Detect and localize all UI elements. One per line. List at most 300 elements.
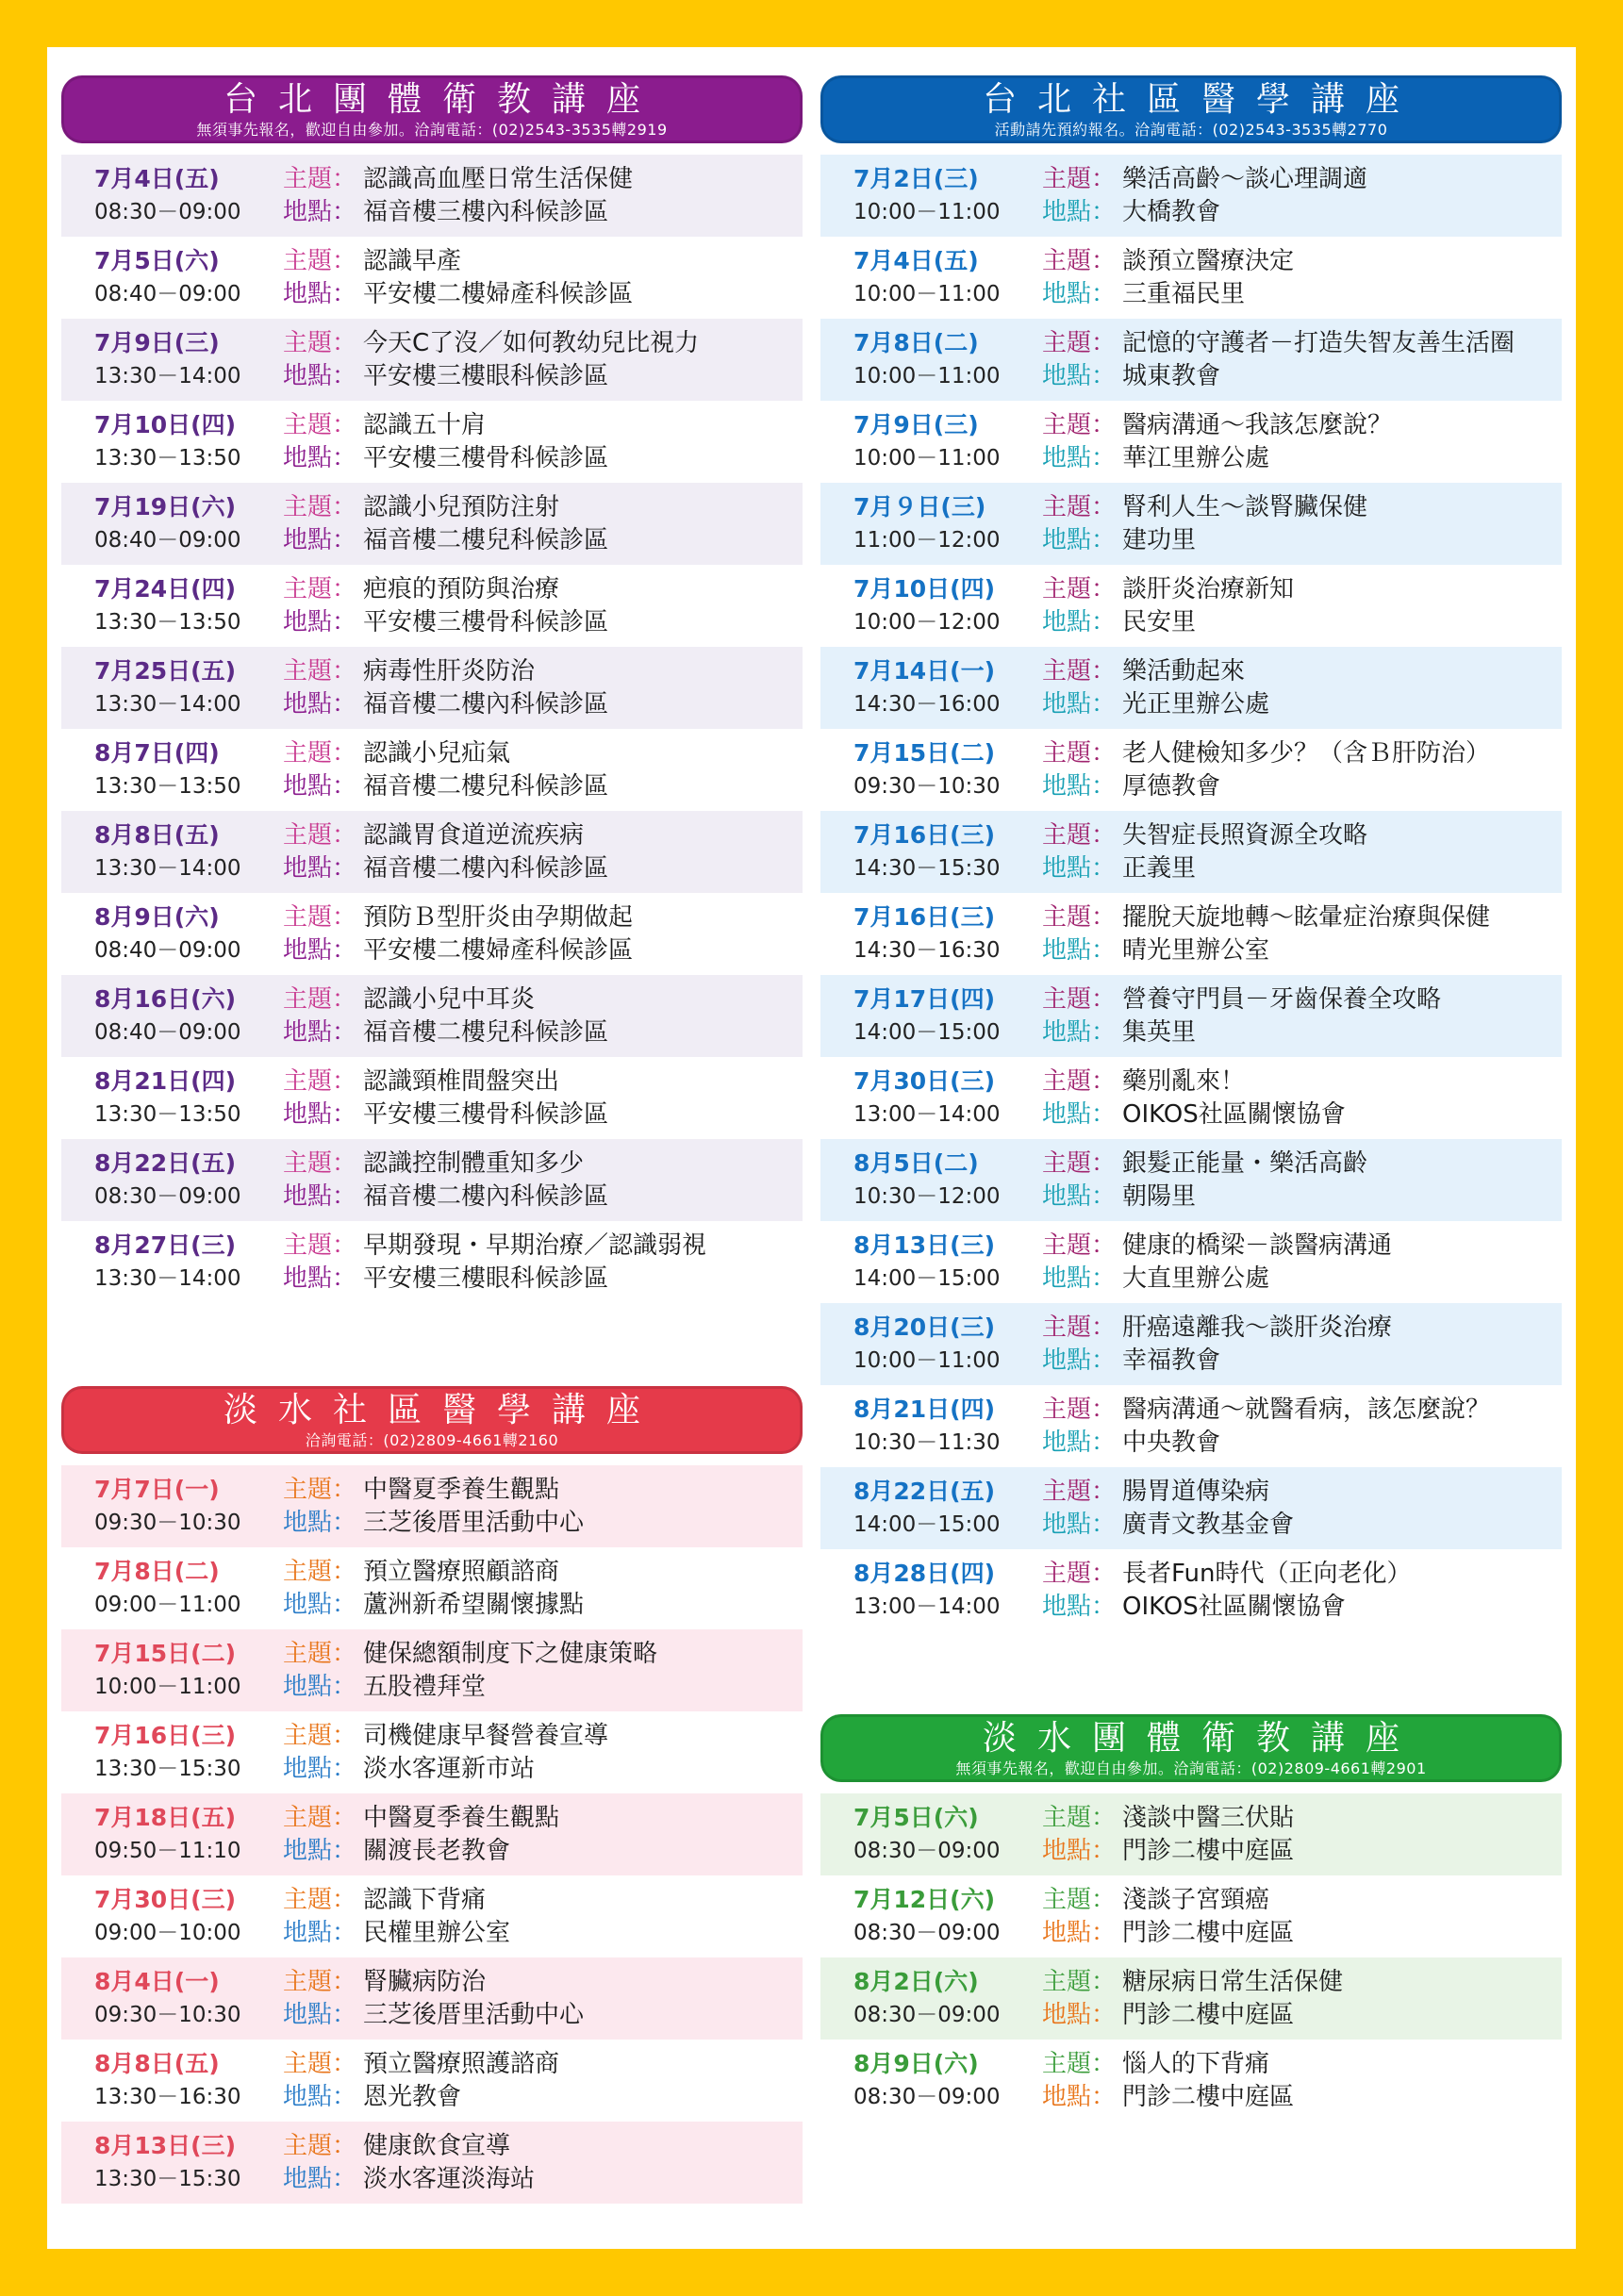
schedule-row	[820, 1957, 1562, 2040]
place-label: 地點：	[1042, 1593, 1117, 1621]
place-label: 地點：	[283, 2083, 357, 2111]
session-time: 08:30－09:00	[94, 1184, 241, 1209]
session-time: 08:30－09:00	[94, 200, 241, 224]
schedule-row	[61, 1957, 803, 2040]
session-place: 晴光里辦公室	[1122, 936, 1270, 965]
session-place: 福音樓二樓兒科候診區	[363, 526, 609, 554]
session-place: 民權里辦公室	[363, 1919, 511, 1947]
topic-label: 主題：	[1042, 329, 1117, 357]
place-label: 地點：	[283, 2001, 357, 2029]
session-time: 13:00－14:00	[853, 1102, 1001, 1127]
session-time: 14:00－15:00	[853, 1512, 1001, 1537]
session-date: 7月9日(三)	[94, 329, 220, 356]
session-time: 10:00－11:00	[853, 200, 1001, 224]
schedule-row	[61, 1547, 803, 1629]
session-time: 10:00－11:00	[853, 282, 1001, 306]
topic-label: 主題：	[283, 1067, 357, 1096]
topic-label: 主題：	[283, 493, 357, 521]
schedule-row	[61, 2040, 803, 2122]
session-place: 五股禮拜堂	[363, 1673, 487, 1701]
session-topic: 中醫夏季養生觀點	[363, 1804, 560, 1832]
session-date: 7月10日(四)	[94, 411, 237, 438]
place-label: 地點：	[1042, 854, 1117, 883]
schedule-row	[820, 893, 1562, 975]
session-place: OIKOS社區關懷協會	[1122, 1100, 1346, 1129]
session-time: 09:30－10:30	[853, 774, 1001, 799]
place-label: 地點：	[283, 772, 357, 801]
topic-label: 主題：	[1042, 1886, 1117, 1914]
session-topic: 肝癌遠離我～談肝炎治療	[1122, 1313, 1393, 1342]
session-place: 平安樓二樓婦產科候診區	[363, 936, 634, 965]
session-date: 7月10日(四)	[853, 575, 996, 603]
session-topic: 司機健康早餐營養宣導	[363, 1722, 609, 1750]
taipei-community-header	[820, 75, 1562, 143]
schedule-row	[61, 401, 803, 483]
session-place: 福音樓二樓兒科候診區	[363, 1018, 609, 1047]
place-label: 地點：	[283, 608, 357, 636]
topic-label: 主題：	[1042, 1804, 1117, 1832]
schedule-row	[820, 1057, 1562, 1139]
session-date: 8月8日(五)	[94, 2050, 220, 2077]
topic-label: 主題：	[1042, 165, 1117, 193]
schedule-row	[820, 647, 1562, 729]
session-time: 14:00－15:00	[853, 1020, 1001, 1045]
schedule-row	[61, 319, 803, 401]
place-label: 地點：	[283, 280, 357, 308]
session-place: 淡水客運淡海站	[363, 2165, 536, 2193]
place-label: 地點：	[1042, 1100, 1117, 1129]
place-label: 地點：	[1042, 1182, 1117, 1211]
place-label: 地點：	[283, 1591, 357, 1619]
session-time: 09:00－11:00	[94, 1593, 241, 1617]
topic-label: 主題：	[283, 1149, 357, 1178]
place-label: 地點：	[1042, 690, 1117, 719]
session-topic: 健保總額制度下之健康策略	[363, 1640, 658, 1668]
section-subtitle: 無須事先報名，歡迎自由參加。洽詢電話：(02)2809-4661轉2901	[955, 1759, 1427, 1777]
schedule-row	[820, 1221, 1562, 1303]
topic-label: 主題：	[283, 739, 357, 768]
session-date: 7月5日(六)	[94, 247, 220, 274]
session-time: 08:30－09:00	[853, 2085, 1001, 2109]
session-time: 10:30－12:00	[853, 1184, 1001, 1209]
place-label: 地點：	[1042, 444, 1117, 472]
place-label: 地點：	[1042, 280, 1117, 308]
schedule-row	[61, 893, 803, 975]
session-date: 7月25日(五)	[94, 657, 237, 685]
session-time: 10:30－11:30	[853, 1430, 1001, 1455]
topic-label: 主題：	[283, 985, 357, 1014]
session-date: 7月16日(三)	[853, 821, 996, 849]
session-place: 平安樓二樓婦產科候診區	[363, 280, 634, 308]
schedule-row	[820, 729, 1562, 811]
session-topic: 早期發現・早期治療／認識弱視	[363, 1231, 707, 1260]
session-place: OIKOS社區關懷協會	[1122, 1593, 1346, 1621]
place-label: 地點：	[283, 854, 357, 883]
session-time: 13:30－13:50	[94, 610, 241, 635]
schedule-row	[820, 483, 1562, 565]
session-date: 7月9日(三)	[853, 411, 979, 438]
session-place: 建功里	[1122, 526, 1197, 554]
session-place: 平安樓三樓骨科候診區	[363, 608, 609, 636]
schedule-list	[61, 155, 803, 1303]
session-place: 福音樓二樓內科候診區	[363, 1182, 609, 1211]
session-date: 8月5日(二)	[853, 1149, 979, 1177]
topic-label: 主題：	[1042, 1231, 1117, 1260]
topic-label: 主題：	[1042, 411, 1117, 439]
place-label: 地點：	[283, 362, 357, 390]
session-topic: 今天C了沒／如何教幼兒比視力	[363, 329, 700, 357]
session-date: 8月28日(四)	[853, 1560, 996, 1587]
tamsui-group-section	[820, 1714, 1562, 2122]
session-place: 三重福民里	[1122, 280, 1246, 308]
session-place: 華江里辦公處	[1122, 444, 1270, 472]
session-time: 10:00－11:00	[94, 1675, 241, 1699]
session-place: 正義里	[1122, 854, 1197, 883]
session-date: 7月4日(五)	[94, 165, 220, 192]
place-label: 地點：	[1042, 198, 1117, 226]
topic-label: 主題：	[1042, 493, 1117, 521]
place-label: 地點：	[283, 1673, 357, 1701]
place-label: 地點：	[1042, 362, 1117, 390]
session-date: 8月7日(四)	[94, 739, 220, 767]
topic-label: 主題：	[1042, 575, 1117, 603]
place-label: 地點：	[1042, 772, 1117, 801]
session-time: 14:30－16:00	[853, 692, 1001, 717]
schedule-row	[820, 2040, 1562, 2122]
session-date: 8月2日(六)	[853, 1968, 979, 1995]
place-label: 地點：	[1042, 2083, 1117, 2111]
schedule-row	[61, 1465, 803, 1547]
schedule-row	[820, 1467, 1562, 1549]
taipei-group-header	[61, 75, 803, 143]
session-topic: 淺談中醫三伏貼	[1122, 1804, 1295, 1832]
session-date: 7月15日(二)	[853, 739, 996, 767]
session-date: 7月17日(四)	[853, 985, 996, 1013]
session-topic: 醫病溝通～我該怎麼說？	[1122, 411, 1393, 439]
session-date: 7月8日(二)	[94, 1558, 220, 1585]
session-date: 7月2日(三)	[853, 165, 979, 192]
session-place: 集英里	[1122, 1018, 1197, 1047]
session-time: 13:30－14:00	[94, 692, 241, 717]
session-place: 平安樓三樓眼科候診區	[363, 362, 609, 390]
session-date: 7月5日(六)	[853, 1804, 979, 1831]
session-place: 廣青文教基金會	[1122, 1511, 1295, 1539]
session-place: 門診二樓中庭區	[1122, 2001, 1295, 2029]
session-time: 11:00－12:00	[853, 528, 1001, 553]
tamsui-group-header	[820, 1714, 1562, 1782]
schedule-row	[820, 401, 1562, 483]
session-time: 10:00－11:00	[853, 364, 1001, 388]
session-place: 關渡長老教會	[363, 1837, 511, 1865]
place-label: 地點：	[1042, 526, 1117, 554]
session-date: 8月22日(五)	[853, 1478, 996, 1505]
topic-label: 主題：	[283, 1558, 357, 1586]
session-place: 淡水客運新市站	[363, 1755, 536, 1783]
topic-label: 主題：	[283, 1476, 357, 1504]
session-date: 8月13日(三)	[94, 2132, 237, 2159]
session-topic: 認識小兒疝氣	[363, 739, 511, 768]
session-time: 13:30－13:50	[94, 774, 241, 799]
session-date: 8月27日(三)	[94, 1231, 237, 1259]
session-topic: 失智症長照資源全攻略	[1122, 821, 1368, 850]
place-label: 地點：	[1042, 1346, 1117, 1375]
place-label: 地點：	[1042, 2001, 1117, 2029]
schedule-row	[61, 2122, 803, 2204]
session-date: 8月21日(四)	[853, 1396, 996, 1423]
topic-label: 主題：	[1042, 247, 1117, 275]
session-date: 8月16日(六)	[94, 985, 237, 1013]
session-time: 13:30－15:30	[94, 2167, 241, 2191]
schedule-row	[61, 237, 803, 319]
session-time: 08:30－09:00	[853, 1839, 1001, 1863]
topic-label: 主題：	[1042, 985, 1117, 1014]
session-topic: 惱人的下背痛	[1122, 2050, 1270, 2078]
topic-label: 主題：	[1042, 1067, 1117, 1096]
session-topic: 疤痕的預防與治療	[363, 575, 560, 603]
section-subtitle: 洽詢電話：(02)2809-4661轉2160	[305, 1431, 559, 1449]
session-place: 大橋教會	[1122, 198, 1221, 226]
topic-label: 主題：	[283, 2132, 357, 2160]
schedule-page	[47, 47, 1576, 2249]
place-label: 地點：	[1042, 1429, 1117, 1457]
session-topic: 健康飲食宣導	[363, 2132, 511, 2160]
topic-label: 主題：	[283, 657, 357, 685]
session-place: 福音樓二樓兒科候診區	[363, 772, 609, 801]
session-topic: 糖尿病日常生活保健	[1122, 1968, 1344, 1996]
place-label: 地點：	[1042, 1264, 1117, 1293]
session-place: 朝陽里	[1122, 1182, 1197, 1211]
session-date: 7月8日(二)	[853, 329, 979, 356]
place-label: 地點：	[283, 936, 357, 965]
schedule-row	[820, 565, 1562, 647]
session-topic: 認識小兒預防注射	[363, 493, 560, 521]
session-place: 蘆洲新希望關懷據點	[363, 1591, 585, 1619]
session-topic: 健康的橋梁－談醫病溝通	[1122, 1231, 1393, 1260]
schedule-row	[61, 1875, 803, 1957]
session-date: 8月20日(三)	[853, 1313, 996, 1341]
session-place: 三芝後厝里活動中心	[363, 1509, 585, 1537]
topic-label: 主題：	[1042, 1313, 1117, 1342]
session-time: 08:40－09:00	[94, 1020, 241, 1045]
tamsui-community-header	[61, 1386, 803, 1454]
session-date: 7月30日(三)	[853, 1067, 996, 1095]
place-label: 地點：	[1042, 1511, 1117, 1539]
session-place: 福音樓二樓內科候診區	[363, 854, 609, 883]
session-date: 7月14日(一)	[853, 657, 996, 685]
topic-label: 主題：	[1042, 657, 1117, 685]
session-time: 08:30－09:00	[853, 2003, 1001, 2027]
session-topic: 銀髮正能量・樂活高齡	[1122, 1149, 1368, 1178]
schedule-row	[820, 319, 1562, 401]
session-topic: 預防Ｂ型肝炎由孕期做起	[363, 903, 634, 932]
session-topic: 認識胃食道逆流疾病	[363, 821, 585, 850]
session-time: 13:00－14:00	[853, 1594, 1001, 1619]
section-subtitle: 無須事先報名，歡迎自由參加。洽詢電話：(02)2543-3535轉2919	[196, 121, 668, 139]
schedule-row	[820, 1385, 1562, 1467]
schedule-row	[61, 1139, 803, 1221]
section-subtitle: 活動請先預約報名。洽詢電話：(02)2543-3535轉2770	[994, 121, 1388, 139]
place-label: 地點：	[283, 198, 357, 226]
session-topic: 中醫夏季養生觀點	[363, 1476, 560, 1504]
session-topic: 樂活高齡～談心理調適	[1122, 165, 1368, 193]
schedule-list	[820, 155, 1562, 1631]
topic-label: 主題：	[1042, 1149, 1117, 1178]
place-label: 地點：	[283, 1755, 357, 1783]
topic-label: 主題：	[1042, 2050, 1117, 2078]
session-topic: 認識控制體重知多少	[363, 1149, 585, 1178]
schedule-row	[61, 1793, 803, 1875]
schedule-row	[820, 155, 1562, 237]
session-place: 平安樓三樓骨科候診區	[363, 1100, 609, 1129]
place-label: 地點：	[283, 2165, 357, 2193]
session-topic: 腸胃道傳染病	[1122, 1478, 1270, 1506]
session-place: 門診二樓中庭區	[1122, 1919, 1295, 1947]
session-place: 門診二樓中庭區	[1122, 1837, 1295, 1865]
section-title: 台北團體衛教講座	[223, 80, 661, 119]
place-label: 地點：	[283, 1837, 357, 1865]
topic-label: 主題：	[283, 1640, 357, 1668]
schedule-row	[61, 1629, 803, 1711]
schedule-row	[61, 1057, 803, 1139]
session-topic: 醫病溝通～就醫看病，該怎麼說？	[1122, 1396, 1491, 1424]
schedule-row	[61, 483, 803, 565]
session-topic: 認識下背痛	[363, 1886, 487, 1914]
session-topic: 談預立醫療決定	[1122, 247, 1295, 275]
topic-label: 主題：	[283, 1886, 357, 1914]
session-time: 13:30－14:00	[94, 856, 241, 881]
session-date: 7月4日(五)	[853, 247, 979, 274]
session-place: 大直里辦公處	[1122, 1264, 1270, 1293]
session-topic: 樂活動起來	[1122, 657, 1246, 685]
session-place: 城東教會	[1122, 362, 1221, 390]
session-place: 中央教會	[1122, 1429, 1221, 1457]
schedule-row	[820, 1139, 1562, 1221]
session-place: 平安樓三樓骨科候診區	[363, 444, 609, 472]
session-time: 14:00－15:00	[853, 1266, 1001, 1291]
session-time: 09:30－10:30	[94, 2003, 241, 2027]
session-date: 8月13日(三)	[853, 1231, 996, 1259]
session-topic: 淺談子宮頸癌	[1122, 1886, 1270, 1914]
session-time: 13:30－13:50	[94, 446, 241, 471]
session-date: 7月９日(三)	[853, 493, 986, 520]
topic-label: 主題：	[1042, 739, 1117, 768]
topic-label: 主題：	[283, 1968, 357, 1996]
topic-label: 主題：	[283, 329, 357, 357]
session-time: 09:50－11:10	[94, 1839, 241, 1863]
tamsui-community-section	[61, 1386, 803, 2204]
session-topic: 老人健檢知多少？（含Ｂ肝防治）	[1122, 739, 1491, 768]
schedule-row	[61, 1711, 803, 1793]
session-place: 幸福教會	[1122, 1346, 1221, 1375]
session-date: 8月22日(五)	[94, 1149, 237, 1177]
session-topic: 藥別亂來！	[1122, 1067, 1246, 1096]
session-topic: 認識小兒中耳炎	[363, 985, 536, 1014]
session-topic: 預立醫療照護諮商	[363, 2050, 560, 2078]
place-label: 地點：	[1042, 1837, 1117, 1865]
session-time: 08:40－09:00	[94, 282, 241, 306]
session-place: 三芝後厝里活動中心	[363, 2001, 585, 2029]
session-date: 7月18日(五)	[94, 1804, 237, 1831]
schedule-row	[820, 1303, 1562, 1385]
topic-label: 主題：	[283, 2050, 357, 2078]
session-place: 民安里	[1122, 608, 1197, 636]
place-label: 地點：	[283, 1100, 357, 1129]
session-time: 14:30－16:30	[853, 938, 1001, 963]
session-time: 09:00－10:00	[94, 1921, 241, 1945]
session-topic: 預立醫療照顧諮商	[363, 1558, 560, 1586]
session-topic: 認識早產	[363, 247, 462, 275]
session-date: 8月4日(一)	[94, 1968, 220, 1995]
topic-label: 主題：	[1042, 1968, 1117, 1996]
schedule-row	[820, 975, 1562, 1057]
session-topic: 談肝炎治療新知	[1122, 575, 1295, 603]
session-topic: 腎臟病防治	[363, 1968, 487, 1996]
session-date: 8月8日(五)	[94, 821, 220, 849]
topic-label: 主題：	[283, 165, 357, 193]
session-topic: 認識高血壓日常生活保健	[363, 165, 634, 193]
session-time: 13:30－14:00	[94, 1266, 241, 1291]
session-date: 7月19日(六)	[94, 493, 237, 520]
session-date: 7月24日(四)	[94, 575, 237, 603]
topic-label: 主題：	[283, 1722, 357, 1750]
session-time: 08:30－09:00	[853, 1921, 1001, 1945]
place-label: 地點：	[1042, 1018, 1117, 1047]
place-label: 地點：	[283, 1182, 357, 1211]
session-date: 8月21日(四)	[94, 1067, 237, 1095]
topic-label: 主題：	[1042, 1478, 1117, 1506]
topic-label: 主題：	[283, 575, 357, 603]
schedule-row	[820, 237, 1562, 319]
session-time: 10:00－12:00	[853, 610, 1001, 635]
schedule-row	[61, 729, 803, 811]
session-date: 7月7日(一)	[94, 1476, 220, 1503]
session-time: 13:30－13:50	[94, 1102, 241, 1127]
topic-label: 主題：	[283, 821, 357, 850]
session-topic: 認識五十肩	[363, 411, 487, 439]
topic-label: 主題：	[1042, 1396, 1117, 1424]
section-title: 淡水團體衛教講座	[982, 1719, 1420, 1758]
place-label: 地點：	[1042, 1919, 1117, 1947]
session-topic: 營養守門員－牙齒保養全攻略	[1122, 985, 1442, 1014]
section-title: 台北社區醫學講座	[982, 80, 1420, 119]
place-label: 地點：	[283, 1018, 357, 1047]
schedule-row	[820, 811, 1562, 893]
session-date: 7月15日(二)	[94, 1640, 237, 1667]
session-date: 7月16日(三)	[853, 903, 996, 931]
place-label: 地點：	[283, 1919, 357, 1947]
session-place: 福音樓二樓內科候診區	[363, 690, 609, 719]
session-place: 門診二樓中庭區	[1122, 2083, 1295, 2111]
place-label: 地點：	[283, 690, 357, 719]
session-time: 14:30－15:30	[853, 856, 1001, 881]
schedule-row	[61, 155, 803, 237]
session-topic: 認識頸椎間盤突出	[363, 1067, 560, 1096]
place-label: 地點：	[283, 526, 357, 554]
schedule-list	[820, 1793, 1562, 2122]
session-date: 8月9日(六)	[853, 2050, 979, 2077]
schedule-row	[61, 1221, 803, 1303]
session-time: 13:30－15:30	[94, 1757, 241, 1781]
session-place: 平安樓三樓眼科候診區	[363, 1264, 609, 1293]
topic-label: 主題：	[1042, 1560, 1117, 1588]
session-time: 10:00－11:00	[853, 1348, 1001, 1373]
session-date: 7月30日(三)	[94, 1886, 237, 1913]
topic-label: 主題：	[283, 903, 357, 932]
place-label: 地點：	[283, 444, 357, 472]
schedule-row	[61, 975, 803, 1057]
taipei-community-section	[820, 75, 1562, 1631]
session-time: 08:40－09:00	[94, 528, 241, 553]
